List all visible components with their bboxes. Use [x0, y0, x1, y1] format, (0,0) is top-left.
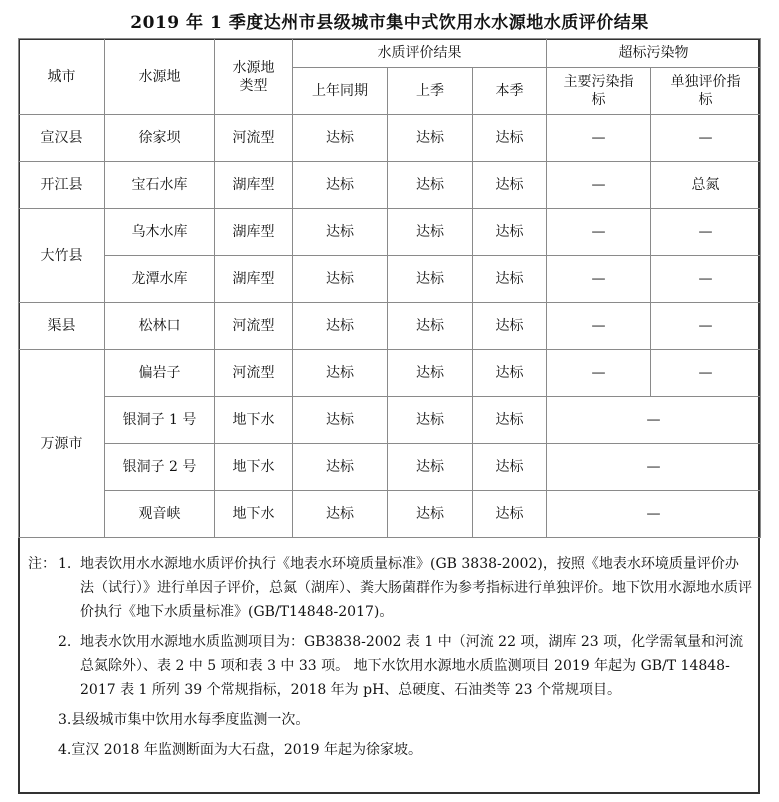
header-main-pollutant: 主要污染指标	[547, 68, 651, 115]
note-1-text: 地表饮用水水源地水质评价执行《地表水环境质量标准》(GB 3838-2002)，按照《地表水环境质量评价办法（试行）》进行单因子评价，总氮（湖库）、粪大肠菌群作为参考指标进行单独评价。地下饮用水源地水质评价执行《地下水质量标准》(GB/T14848-2017)。	[80, 556, 752, 620]
table-row	[19, 397, 761, 444]
cell-city: 大竹县	[19, 209, 105, 303]
cell-source: 观音峡	[105, 491, 215, 538]
cell-type: 河流型	[215, 350, 293, 397]
cell-city: 宣汉县	[19, 115, 105, 162]
cell-source: 松林口	[105, 303, 215, 350]
note-3: 3.县级城市集中饮用水每季度监测一次。	[58, 712, 310, 728]
cell-this-quarter: 达标	[473, 162, 547, 209]
cell-exceed-merged: —	[547, 444, 761, 491]
cell-source: 龙潭水库	[105, 256, 215, 303]
note-4: 4.宣汉 2018 年监测断面为大石盘，2019 年起为徐家坡。	[58, 742, 422, 758]
cell-main: —	[547, 256, 651, 303]
cell-prev-year: 达标	[293, 491, 388, 538]
cell-prev-year: 达标	[293, 350, 388, 397]
cell-single: —	[651, 209, 761, 256]
cell-prev-quarter: 达标	[388, 444, 473, 491]
cell-prev-quarter: 达标	[388, 397, 473, 444]
cell-main: —	[547, 209, 651, 256]
cell-this-quarter: 达标	[473, 209, 547, 256]
header-source: 水源地	[105, 39, 215, 115]
cell-this-quarter: 达标	[473, 397, 547, 444]
cell-single: 总氮	[651, 162, 761, 209]
table-row	[19, 115, 761, 162]
cell-main: —	[547, 115, 651, 162]
cell-single: —	[651, 350, 761, 397]
cell-prev-year: 达标	[293, 444, 388, 491]
cell-exceed-merged: —	[547, 397, 761, 444]
note-2-text: 地表水饮用水源地水质监测项目为：GB3838-2002 表 1 中（河流 22 项，湖库 23 项，化学需氧量和河流总氮除外）、表 2 中 5 项和表 3 中 33 项。 地下水饮用水源地水质监测项目 2019 年起为 GB/T 14848-2017 表 1 所列 39 个常规指标，2018 年为 pH、总硬度、石油类等 23 个常规项目。	[80, 634, 744, 698]
header-city: 城市	[19, 39, 105, 115]
results-table	[18, 38, 761, 538]
notes-section	[28, 552, 752, 768]
cell-prev-year: 达标	[293, 162, 388, 209]
cell-main: —	[547, 162, 651, 209]
cell-source: 银洞子 2 号	[105, 444, 215, 491]
table-row	[19, 162, 761, 209]
cell-this-quarter: 达标	[473, 303, 547, 350]
cell-prev-year: 达标	[293, 303, 388, 350]
cell-prev-quarter: 达标	[388, 115, 473, 162]
cell-prev-year: 达标	[293, 397, 388, 444]
cell-prev-quarter: 达标	[388, 209, 473, 256]
cell-prev-quarter: 达标	[388, 303, 473, 350]
cell-prev-quarter: 达标	[388, 350, 473, 397]
cell-prev-year: 达标	[293, 256, 388, 303]
header-single-eval: 单独评价指标	[651, 68, 761, 115]
header-type: 水源地类型	[215, 39, 293, 115]
note-1-number: 1.	[58, 556, 72, 572]
cell-prev-quarter: 达标	[388, 162, 473, 209]
cell-main: —	[547, 350, 651, 397]
cell-type: 地下水	[215, 491, 293, 538]
header-exceed-group: 超标污染物	[547, 39, 761, 68]
note-2-number: 2.	[58, 634, 72, 650]
cell-single: —	[651, 115, 761, 162]
table-row	[19, 256, 761, 303]
note-2	[28, 630, 752, 702]
cell-type: 湖库型	[215, 209, 293, 256]
cell-city: 万源市	[19, 350, 105, 538]
cell-city: 渠县	[19, 303, 105, 350]
notes-label: 注：	[28, 556, 56, 572]
cell-single: —	[651, 303, 761, 350]
table-row	[19, 444, 761, 491]
cell-type: 河流型	[215, 115, 293, 162]
header-prev-year: 上年同期	[293, 68, 388, 115]
cell-prev-year: 达标	[293, 209, 388, 256]
cell-source: 银洞子 1 号	[105, 397, 215, 444]
cell-main: —	[547, 303, 651, 350]
cell-source: 宝石水库	[105, 162, 215, 209]
cell-this-quarter: 达标	[473, 350, 547, 397]
cell-source: 徐家坝	[105, 115, 215, 162]
cell-this-quarter: 达标	[473, 256, 547, 303]
cell-type: 河流型	[215, 303, 293, 350]
cell-prev-quarter: 达标	[388, 491, 473, 538]
cell-type: 地下水	[215, 397, 293, 444]
cell-single: —	[651, 256, 761, 303]
cell-this-quarter: 达标	[473, 491, 547, 538]
page-title: 2019 年 1 季度达州市县级城市集中式饮用水水源地水质评价结果	[130, 13, 649, 33]
cell-city: 开江县	[19, 162, 105, 209]
table-row	[19, 209, 761, 256]
header-quality-group: 水质评价结果	[293, 39, 547, 68]
cell-type: 湖库型	[215, 162, 293, 209]
table-row	[19, 491, 761, 538]
cell-source: 乌木水库	[105, 209, 215, 256]
cell-type: 湖库型	[215, 256, 293, 303]
cell-this-quarter: 达标	[473, 444, 547, 491]
cell-this-quarter: 达标	[473, 115, 547, 162]
note-1	[28, 552, 752, 624]
cell-exceed-merged: —	[547, 491, 761, 538]
cell-prev-year: 达标	[293, 115, 388, 162]
header-prev-quarter: 上季	[388, 68, 473, 115]
header-this-quarter: 本季	[473, 68, 547, 115]
table-row	[19, 303, 761, 350]
cell-prev-quarter: 达标	[388, 256, 473, 303]
cell-source: 偏岩子	[105, 350, 215, 397]
table-row	[19, 350, 761, 397]
cell-type: 地下水	[215, 444, 293, 491]
